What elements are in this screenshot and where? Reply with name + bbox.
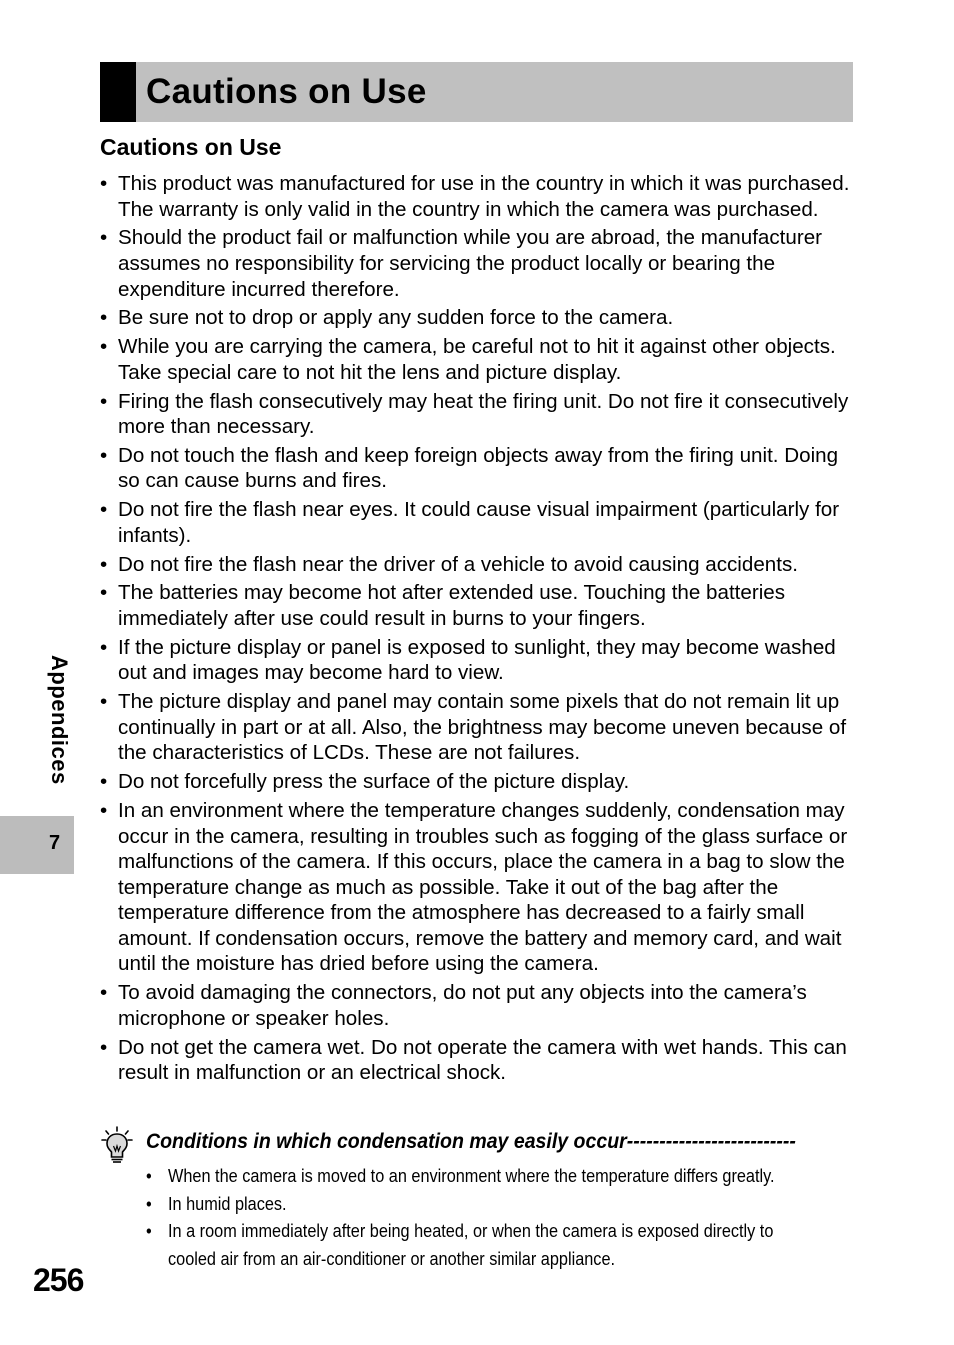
- caution-item: • Do not fire the flash near eyes. It could cause visual impairment (particularly for infants).: [100, 497, 860, 548]
- note-title-leader: --------------------------: [626, 1130, 796, 1153]
- note-title-text: Conditions in which condensation may easily occur: [146, 1130, 627, 1153]
- appendices-label: Appendices: [47, 655, 72, 785]
- caution-item: • Firing the flash consecutively may heat the firing unit. Do not fire it consecutively more than necessary.: [100, 389, 860, 440]
- caution-item: • Do not forcefully press the surface of the picture display.: [100, 769, 860, 795]
- caution-item: • To avoid damaging the connectors, do not put any objects into the camera’s microphone or speaker holes.: [100, 980, 860, 1031]
- note-item: • In a room immediately after being heated, or when the camera is exposed directly to cooled air from an air-conditioner or another similar appliance.: [146, 1217, 815, 1272]
- title-marker-block: [100, 62, 136, 122]
- caution-item: • While you are carrying the camera, be careful not to hit it against other objects. Take special care to not hit the lens and picture display.: [100, 334, 860, 385]
- caution-list: [100, 171, 860, 1089]
- chapter-number: 7: [49, 832, 61, 854]
- lightbulb-icon: [100, 1126, 134, 1164]
- note-item: • When the camera is moved to an environment where the temperature differs greatly.: [146, 1162, 815, 1190]
- note-title: [146, 1128, 804, 1156]
- caution-item: • Be sure not to drop or apply any sudden force to the camera.: [100, 305, 860, 331]
- caution-item: • This product was manufactured for use in the country in which it was purchased. The warranty is only valid in the country in which the camera was purchased.: [100, 171, 860, 222]
- caution-item: • The batteries may become hot after extended use. Touching the batteries immediately after use could result in burns to your fingers.: [100, 580, 860, 631]
- note-list: [146, 1162, 815, 1272]
- side-tab-label: [42, 655, 78, 815]
- caution-item: • In an environment where the temperature changes suddenly, condensation may occur in the camera, resulting in troubles such as fogging of the glass surface or malfunctions of the camera. If this occurs, place the camera in a bag to slow the temperature change as much as possible. Take it out of the bag after the temperature difference from the atmosphere has decreased to a fairly small amount. If condensation occurs, remove the battery and memory card, and wait until the moisture has dried before using the camera.: [100, 798, 860, 977]
- caution-item: • Do not touch the flash and keep foreign objects away from the firing unit. Doing so can cause burns and fires.: [100, 443, 860, 494]
- caution-item: • Do not fire the flash near the driver of a vehicle to avoid causing accidents.: [100, 552, 860, 578]
- caution-item: • The picture display and panel may contain some pixels that do not remain lit up continually in part or at all. Also, the brightness may become uneven because of the characteristics of LCDs. These are not failures.: [100, 689, 860, 766]
- page-title: Cautions on Use: [146, 72, 427, 111]
- caution-item: • If the picture display or panel is exposed to sunlight, they may become washed out and images may become hard to view.: [100, 635, 860, 686]
- chapter-title-bar: [100, 62, 853, 122]
- caution-item: • Do not get the camera wet. Do not operate the camera with wet hands. This can result in malfunction or an electrical shock.: [100, 1035, 860, 1086]
- chapter-tab: [0, 816, 74, 874]
- note-item: • In humid places.: [146, 1190, 815, 1218]
- section-heading: Cautions on Use: [100, 134, 282, 160]
- page-number: 256: [33, 1262, 84, 1298]
- caution-item: • Should the product fail or malfunction while you are abroad, the manufacturer assumes no responsibility for servicing the product locally or bearing the expenditure incurred therefore.: [100, 225, 860, 302]
